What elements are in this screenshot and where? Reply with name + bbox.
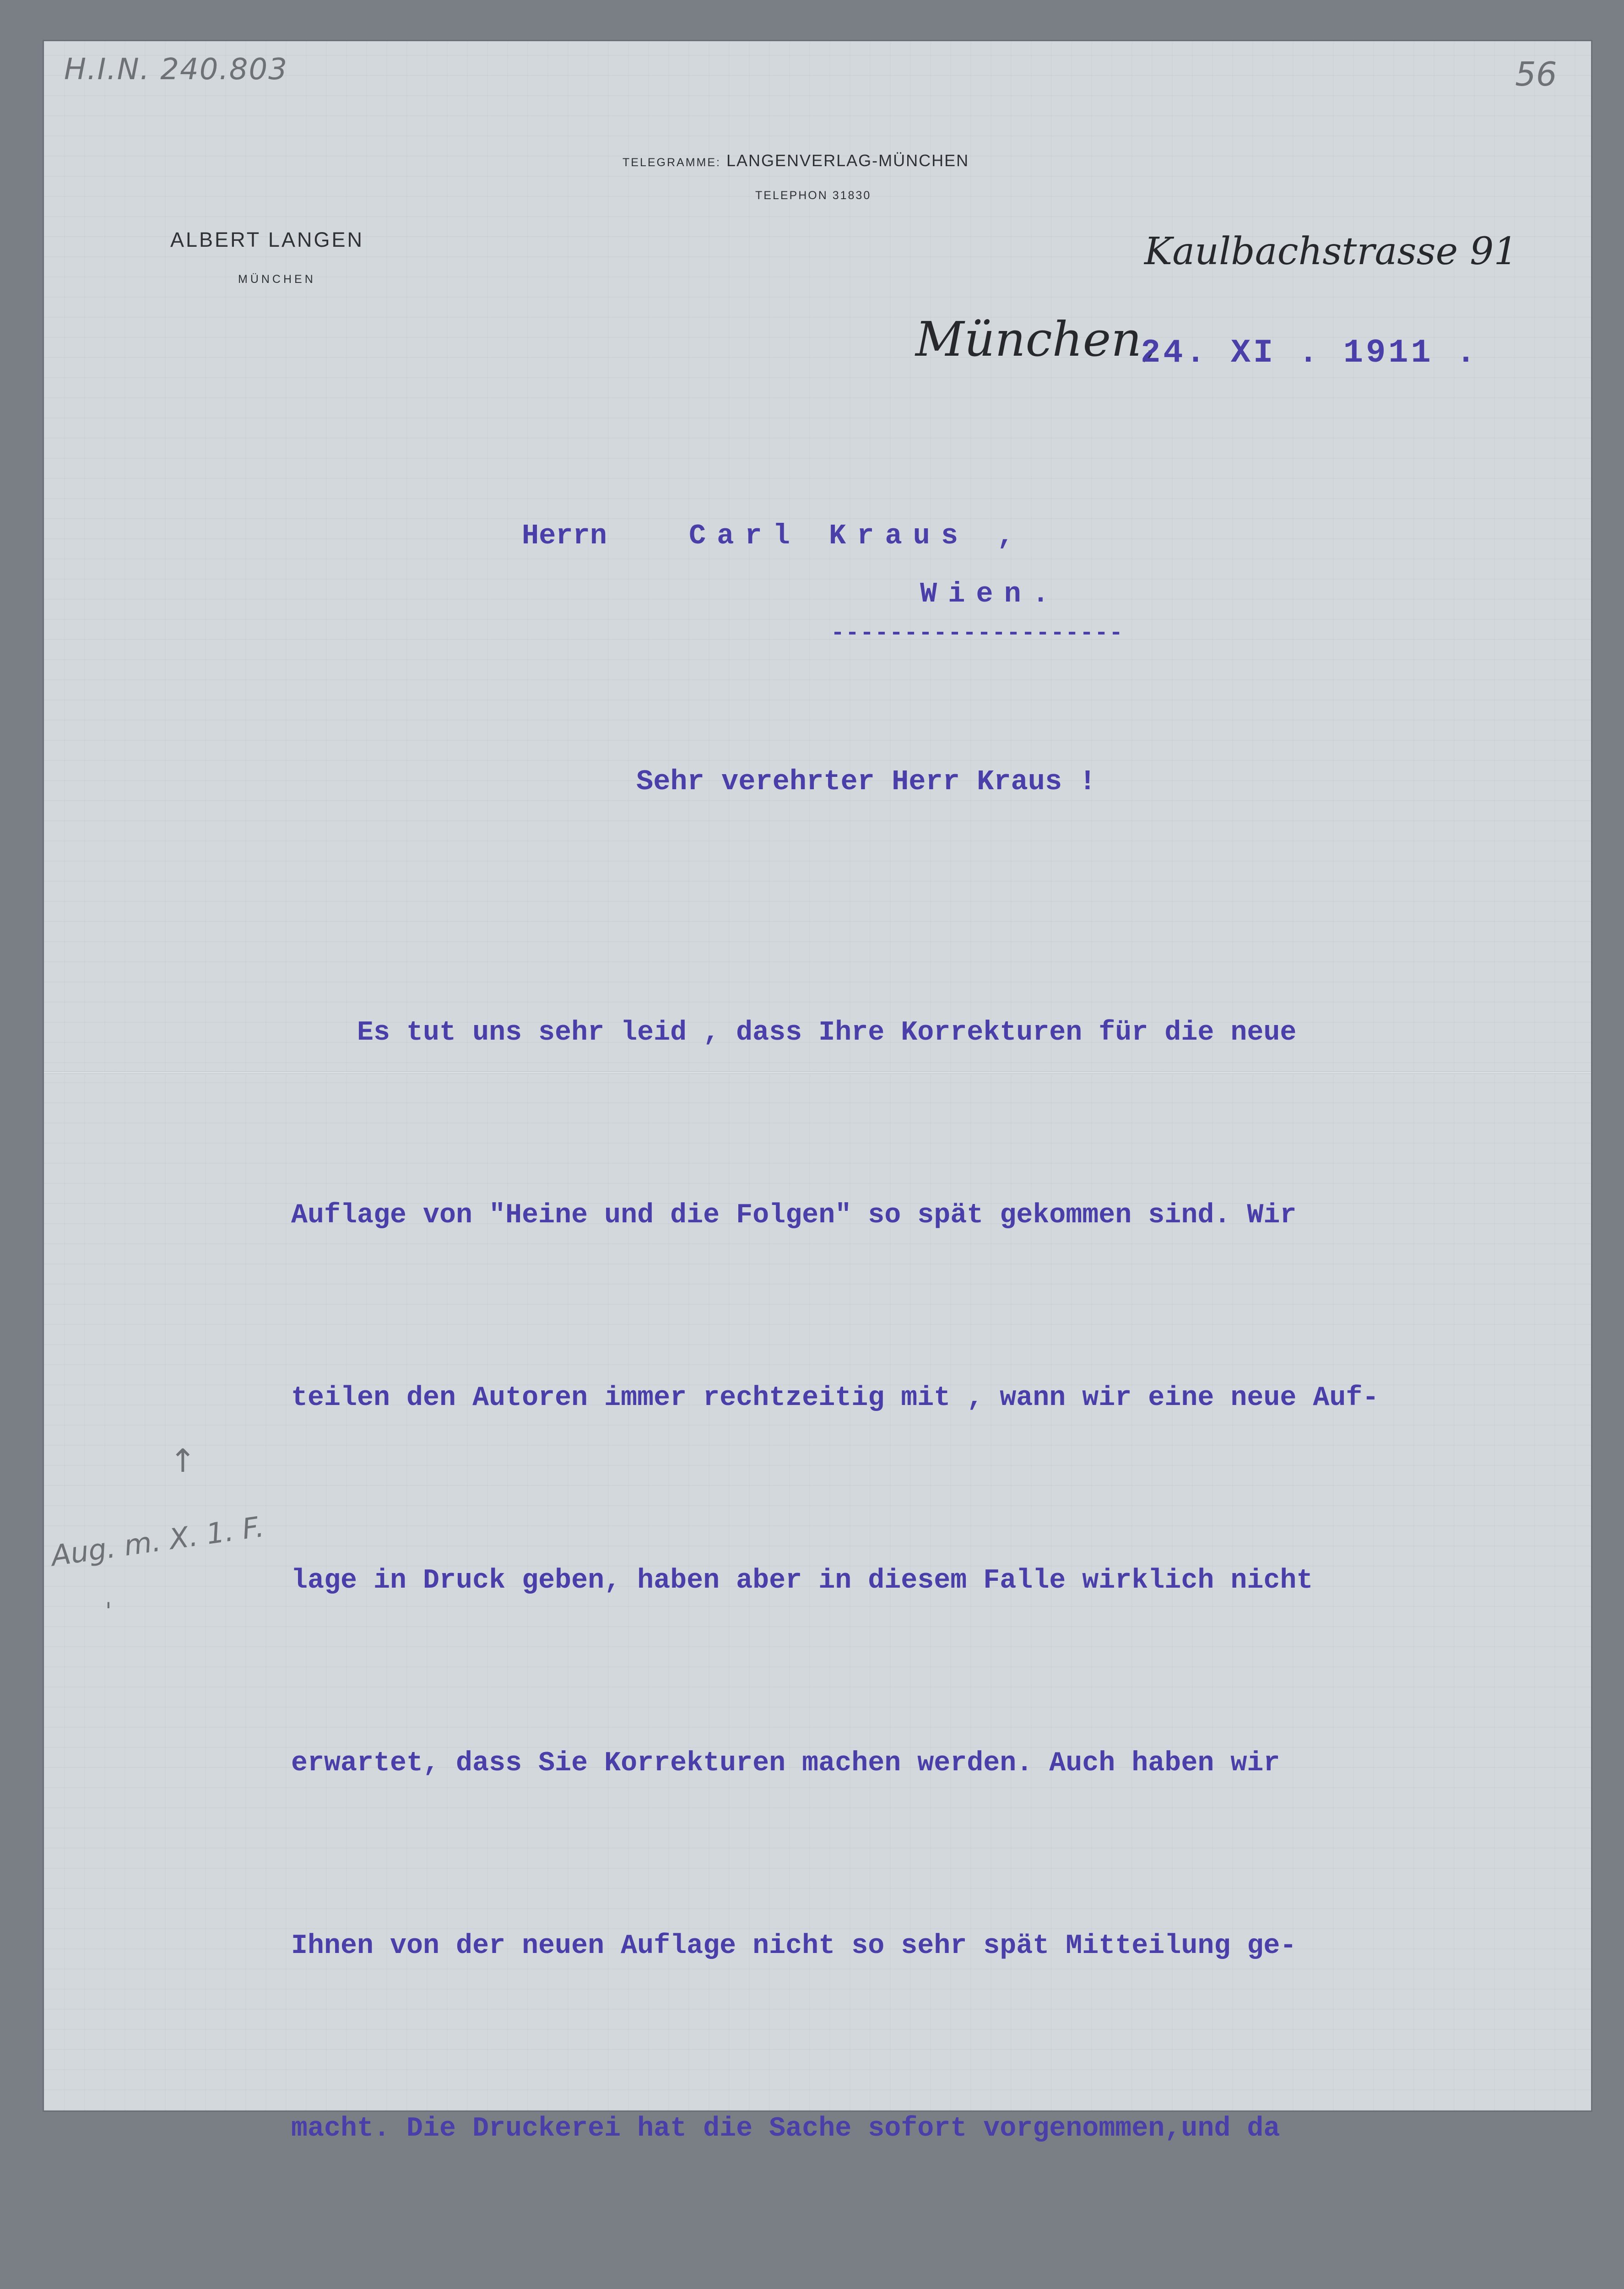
telegram-line [623, 151, 969, 170]
telephone-number: TELEPHON 31830 [755, 189, 872, 202]
body-line: lage in Druck geben, haben aber in diesem Falle wirklich nicht [291, 1565, 1313, 1596]
letter-date: 24. XI . 1911 . [1141, 334, 1479, 372]
street-address: Kaulbachstrasse 91 [1144, 230, 1518, 273]
margin-tick: ' [105, 1598, 112, 1624]
body-line: Es tut uns sehr leid , dass Ihre Korrekturen für die neue [291, 1017, 1297, 1048]
body-line: teilen den Autoren immer rechtzeitig mit , wann wir eine neue Auf- [291, 1383, 1379, 1414]
archive-signature: H.I.N. 240.803 [64, 53, 288, 87]
body-line [291, 2281, 1379, 2289]
body-line: macht. Die Druckerei hat die Sache sofort vorgenommen,und da [291, 2113, 1280, 2144]
body-line: Auflage von "Heine und die Folgen" so spät gekommen sind. Wir [291, 1200, 1297, 1231]
margin-caret: ↑ [169, 1442, 196, 1480]
margin-note: Aug. m. X. 1. F. [49, 1509, 266, 1573]
company-city: MÜNCHEN [238, 273, 316, 286]
address-underline: -------------------- [831, 620, 1124, 646]
telegram-address: LANGENVERLAG-MÜNCHEN [726, 151, 969, 170]
body-line: erwartet, dass Sie Korrekturen machen werden. Auch haben wir [291, 1748, 1280, 1779]
greeting: Sehr verehrter Herr Kraus ! [636, 765, 1096, 798]
body-line: Ihnen von der neuen Auflage nicht so sehr spät Mitteilung ge- [291, 1931, 1297, 1962]
company-name: ALBERT LANGEN [170, 228, 364, 251]
telegram-label: TELEGRAMME: [623, 156, 721, 169]
page-number: 56 [1515, 55, 1557, 93]
letter-body [291, 881, 1379, 2289]
salutation-prefix: Herrn [522, 520, 607, 552]
recipient-city: Wien. [920, 578, 1061, 610]
city-script: München, [915, 311, 1157, 367]
recipient-name: Carl Kraus , [689, 520, 1025, 552]
